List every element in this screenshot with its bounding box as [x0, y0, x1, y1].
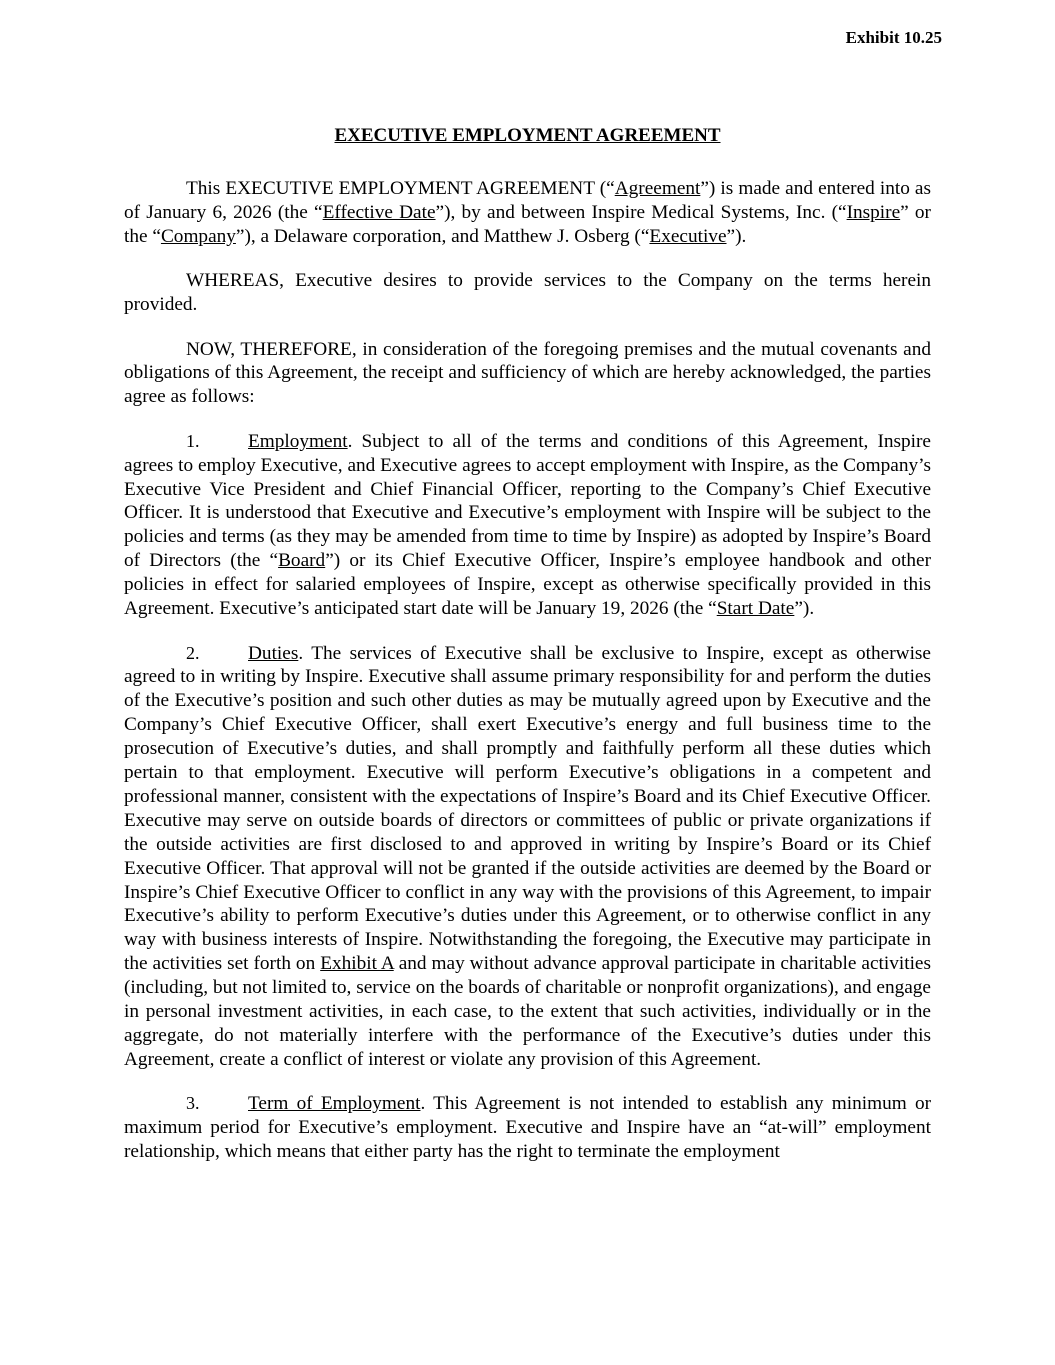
document-body	[124, 177, 931, 1185]
intro-text: This EXECUTIVE EMPLOYMENT AGREEMENT (“	[186, 178, 615, 199]
section-duties	[124, 642, 931, 1072]
section-heading-employment: Employment	[248, 430, 348, 452]
whereas-paragraph: WHEREAS, Executive desires to provide services to the Company on the terms herein provided.	[124, 270, 931, 316]
section-employment	[124, 430, 931, 621]
section-number: 2.	[186, 642, 200, 663]
document-title: EXECUTIVE EMPLOYMENT AGREEMENT	[334, 125, 721, 146]
section-text: . Subject to all of the terms and conditions of this Agreement, Inspire agrees to employ Executive, and Executive agrees to accept employment with Inspire, as the Company’s Executive Vice President and Chief Financial Officer, reporting to the Company’s Chief Executive Officer. It is understood that Executive and Executive’s employment with Inspire will be subject to the policies and terms (as they may be amended from time to time by Inspire) as adopted by Inspire’s Board of Directors (the “	[124, 430, 931, 572]
section-text: . This Agreement is not intended to establish any minimum or maximum period for Executive’s employment. Executive and Inspire have an “at-will” employment relationship, which means that either party has the right to terminate the employment	[124, 1093, 932, 1163]
defined-term-effective-date: Effective Date	[322, 201, 436, 223]
section-heading-term-of-employment: Term of Employment	[248, 1093, 421, 1115]
now-therefore-paragraph: NOW, THEREFORE, in consideration of the foregoing premises and the mutual covenants and obligations of this Agreement, the receipt and sufficiency of which are hereby acknowledged, the parties agree as follows:	[124, 338, 931, 408]
exhibit-label: Exhibit 10.25	[845, 28, 942, 47]
intro-text: ”) is made and entered into as of January 6, 2026 (the “	[124, 178, 931, 223]
defined-term-company: Company	[160, 225, 236, 247]
section-text: . The services of Executive shall be exclusive to Inspire, except as otherwise agreed to in writing by Inspire. Executive shall assume primary responsibility for and perform the duties of the Executive’s position and such other duties as may be mutually agreed upon by Executive and the Company’s Chief Executive Officer, shall exert Executive’s energy and full business time to the prosecution of Executive’s duties, and shall promptly and faithfully perform all these duties which pertain to that employment. Executive will perform Executive’s obligations in a competent and professional manner, consistent with the expectations of Inspire’s Board and its Chief Executive Officer. Executive may serve on outside boards of directors or committees of public or private organizations if the outside activities are first disclosed to and approved in writing by Inspire’s Board or its Chief Executive Officer. That approval will not be granted if the outside activities are deemed by the Board or Inspire’s Chief Executive Officer to conflict in any way with the provisions of this Agreement, to impair Executive’s ability to perform Executive’s duties under this Agreement, or to otherwise conflict in any way with business interests of Inspire. Notwithstanding the foregoing, the Executive may participate in the activities set forth on	[124, 642, 931, 975]
defined-term-executive: Executive	[649, 225, 727, 247]
section-heading-duties: Duties	[248, 642, 299, 664]
defined-term-start-date: Start Date	[716, 598, 795, 620]
section-text: ”) or its Chief Executive Officer, Inspire’s employee handbook and other policies in effect for salaried employees of Inspire, except as otherwise specifically provided in this Agreement. Executive’s anticipated start date will be January 19, 2026 (the “	[124, 550, 931, 620]
intro-text: ”), a Delaware corporation, and Matthew J. Osberg (“	[235, 225, 650, 247]
intro-text: ”), by and between Inspire Medical Systems, Inc. (“	[435, 201, 847, 223]
section-term-of-employment	[124, 1092, 931, 1164]
defined-term-inspire: Inspire	[846, 201, 901, 223]
intro-text: ”).	[726, 225, 747, 247]
defined-term-agreement: Agreement	[614, 178, 701, 199]
defined-term-board: Board	[278, 550, 326, 572]
section-number: 1.	[186, 430, 200, 451]
section-text: ”).	[794, 598, 815, 620]
section-number: 3.	[186, 1093, 200, 1114]
exhibit-a-reference: Exhibit A	[320, 953, 394, 975]
intro-text: ” or the “	[124, 201, 931, 247]
intro-paragraph	[124, 177, 931, 249]
section-text: and may without advance approval participate in charitable activities (including, but not limited to, service on the boards of charitable or nonprofit organizations), and engage in personal investment activities, in each case, to the extent that such activities, individually or in the aggregate, do not materially interfere with the performance of the Executive’s duties under this Agreement, create a conflict of interest or violate any provision of this Agreement.	[124, 953, 931, 1070]
